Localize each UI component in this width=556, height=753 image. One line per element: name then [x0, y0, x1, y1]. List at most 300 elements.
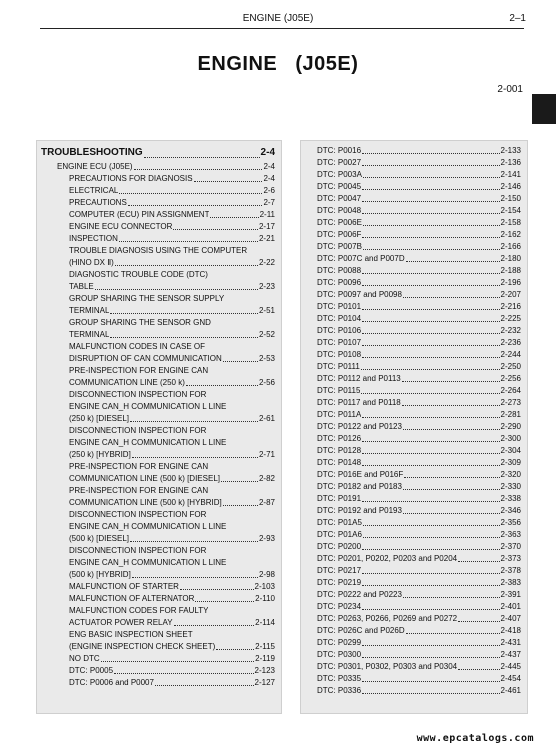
toc-entry-page: 2-264 — [500, 386, 521, 395]
toc-entry-label: DTC: P0005 — [69, 666, 114, 675]
leader-dots — [362, 645, 500, 646]
toc-entry-page: 2-338 — [500, 494, 521, 503]
toc-entry-page: 2-162 — [500, 230, 521, 239]
leader-dots — [362, 153, 500, 154]
leader-dots — [406, 261, 500, 262]
toc-entry-page: 2-87 — [258, 498, 275, 507]
page-header-number: 2–1 — [509, 13, 526, 24]
toc-entry[interactable] — [317, 649, 521, 661]
toc-entry[interactable] — [317, 469, 521, 481]
toc-entry-page: 2-431 — [500, 638, 521, 647]
toc-entry-page: 2-216 — [500, 302, 521, 311]
leader-dots — [362, 273, 500, 274]
toc-entry-page: 2-23 — [258, 282, 275, 291]
leader-dots — [402, 405, 500, 406]
toc-list-left — [41, 145, 275, 689]
toc-entry-page: 2-401 — [500, 602, 521, 611]
toc-entry-label: DTC: P0217 — [317, 566, 362, 575]
toc-entry-label: DTC: P003A — [317, 170, 362, 179]
leader-dots — [221, 481, 258, 482]
leader-dots — [173, 229, 258, 230]
toc-entry[interactable] — [317, 433, 521, 445]
toc-entry[interactable] — [317, 277, 521, 289]
toc-entry-page: 2-356 — [500, 518, 521, 527]
toc-entry-page: 2-146 — [500, 182, 521, 191]
watermark-url: www.epcatalogs.com — [416, 733, 534, 744]
toc-entry-page: 2-53 — [258, 354, 275, 363]
toc-entry[interactable] — [41, 257, 275, 269]
toc-entry-page: 2-207 — [500, 290, 521, 299]
toc-entry-label: DTC: P0117 and P0118 — [317, 398, 401, 407]
toc-entry-label: DTC: P0126 — [317, 434, 362, 443]
toc-entry-page: 2-309 — [500, 458, 521, 467]
toc-entry-label: DTC: P0106 — [317, 326, 362, 335]
toc-entry-page: 2-437 — [500, 650, 521, 659]
toc-entry-label: DTC: P0299 — [317, 638, 362, 647]
toc-entry-page: 2-244 — [500, 350, 521, 359]
toc-heading-page: 2-4 — [260, 147, 275, 158]
toc-entry-label: MALFUNCTION CODES FOR FAULTY — [69, 606, 209, 615]
toc-entry-label: DTC: P0104 — [317, 314, 362, 323]
leader-dots — [404, 477, 499, 478]
toc-entry-label: DISRUPTION OF CAN COMMUNICATION — [69, 354, 222, 363]
toc-entry-page: 2-51 — [258, 306, 275, 315]
toc-entry-label: DTC: P0111 — [317, 362, 360, 371]
toc-entry-label: DISCONNECTION INSPECTION FOR — [69, 390, 207, 399]
leader-dots — [180, 589, 254, 590]
toc-entry-page: 2-273 — [500, 398, 521, 407]
toc-entry-label: DTC: P026C and P026D — [317, 626, 405, 635]
leader-dots — [132, 577, 258, 578]
leader-dots — [130, 421, 258, 422]
toc-entry-page: 2-7 — [263, 198, 275, 207]
toc-entry-page: 2-225 — [500, 314, 521, 323]
toc-entry-label: COMPUTER (ECU) PIN ASSIGNMENT — [69, 210, 210, 219]
toc-entry[interactable] — [41, 305, 275, 317]
toc-entry[interactable] — [41, 185, 275, 197]
toc-entry[interactable] — [41, 341, 275, 353]
toc-entry[interactable] — [317, 673, 521, 685]
toc-entry[interactable] — [41, 245, 275, 257]
toc-entry-page: 2-370 — [500, 542, 521, 551]
toc-entry-page: 2-166 — [500, 242, 521, 251]
toc-entry-label: PRE-INSPECTION FOR ENGINE CAN — [69, 486, 209, 495]
leader-dots — [362, 345, 500, 346]
leader-dots — [363, 525, 500, 526]
toc-entry[interactable] — [41, 557, 275, 569]
toc-entry[interactable] — [317, 661, 521, 673]
toc-entry[interactable] — [41, 605, 275, 617]
toc-entry[interactable] — [41, 641, 275, 653]
toc-entry-page: 2-82 — [258, 474, 275, 483]
toc-entry-page: 2-150 — [500, 194, 521, 203]
toc-entry-page: 2-304 — [500, 446, 521, 455]
toc-entry-label: DTC: P007C and P007D — [317, 254, 405, 263]
leader-dots — [132, 457, 258, 458]
toc-entry-page: 2-250 — [500, 362, 521, 371]
leader-dots — [223, 361, 258, 362]
toc-entry[interactable] — [317, 601, 521, 613]
toc-entry[interactable] — [41, 269, 275, 281]
leader-dots — [362, 285, 500, 286]
toc-entry[interactable] — [317, 337, 521, 349]
toc-entry[interactable] — [41, 353, 275, 365]
toc-entry[interactable] — [41, 617, 275, 629]
toc-entry[interactable] — [41, 389, 275, 401]
toc-entry[interactable] — [41, 197, 275, 209]
toc-entry[interactable] — [41, 629, 275, 641]
leader-dots — [95, 289, 258, 290]
leader-dots — [362, 681, 500, 682]
leader-dots — [195, 601, 254, 602]
toc-entry-label: GROUP SHARING THE SENSOR SUPPLY — [69, 294, 225, 303]
toc-entry[interactable] — [317, 517, 521, 529]
toc-entry-page: 2-236 — [500, 338, 521, 347]
leader-dots — [362, 657, 500, 658]
toc-entry-page: 2-17 — [258, 222, 275, 231]
toc-entry[interactable] — [41, 473, 275, 485]
header-rule — [40, 28, 524, 29]
toc-entry-label: DTC: P0097 and P0098 — [317, 290, 402, 299]
leader-dots — [361, 369, 500, 370]
toc-entry-label: DTC: P0096 — [317, 278, 362, 287]
toc-entry[interactable] — [41, 521, 275, 533]
toc-entry[interactable] — [317, 589, 521, 601]
toc-entry[interactable] — [317, 493, 521, 505]
leader-dots — [110, 337, 258, 338]
toc-entry-page: 2-6 — [263, 186, 275, 195]
toc-entry[interactable] — [41, 461, 275, 473]
toc-entry[interactable] — [41, 317, 275, 329]
toc-entry-label: ENG BASIC INSPECTION SHEET — [69, 630, 193, 639]
section-code: 2-001 — [497, 84, 523, 95]
toc-entry-label: DTC: P01A6 — [317, 530, 362, 539]
toc-entry-page: 2-21 — [258, 234, 275, 243]
toc-entry-page: 2-61 — [258, 414, 275, 423]
toc-entry[interactable] — [41, 437, 275, 449]
toc-entry-page: 2-256 — [500, 374, 521, 383]
toc-entry[interactable] — [41, 509, 275, 521]
leader-dots — [210, 217, 258, 218]
toc-entry[interactable] — [317, 373, 521, 385]
leader-dots — [362, 309, 500, 310]
toc-entry[interactable] — [41, 233, 275, 245]
toc-entry-page: 2-383 — [500, 578, 521, 587]
toc-heading-label: TROUBLESHOOTING — [41, 147, 143, 158]
toc-entry-label: PRECAUTIONS FOR DIAGNOSIS — [69, 174, 193, 183]
leader-dots — [362, 549, 500, 550]
toc-entry[interactable] — [317, 217, 521, 229]
toc-entry-label: DTC: P0191 — [317, 494, 362, 503]
toc-entry-page: 2-133 — [500, 146, 521, 155]
toc-entry-label: DTC: P0219 — [317, 578, 362, 587]
toc-entry-page: 2-4 — [263, 174, 275, 183]
toc-entry-label: DTC: P0128 — [317, 446, 362, 455]
toc-entry[interactable] — [317, 553, 521, 565]
toc-heading-troubleshooting[interactable] — [41, 145, 275, 161]
leader-dots — [174, 625, 255, 626]
leader-dots — [363, 537, 500, 538]
leader-dots — [362, 465, 500, 466]
toc-entry-label: DISCONNECTION INSPECTION FOR — [69, 426, 207, 435]
toc-entry-label: NO DTC — [69, 654, 100, 663]
toc-entry-page: 2-71 — [258, 450, 275, 459]
toc-entry-page: 2-188 — [500, 266, 521, 275]
leader-dots — [110, 313, 258, 314]
toc-entry[interactable] — [317, 481, 521, 493]
leader-dots — [186, 385, 258, 386]
toc-entry[interactable] — [41, 401, 275, 413]
leader-dots — [362, 453, 500, 454]
toc-entry[interactable] — [317, 193, 521, 205]
toc-entry[interactable] — [41, 425, 275, 437]
toc-entry[interactable] — [317, 349, 521, 361]
toc-entry-label: ENGINE CAN_H COMMUNICATION L LINE — [69, 438, 227, 447]
toc-entry[interactable] — [317, 625, 521, 637]
leader-dots — [361, 393, 499, 394]
toc-entry-label: DTC: P007B — [317, 242, 362, 251]
toc-entry-page: 2-391 — [500, 590, 521, 599]
toc-entry-label: ELECTRICAL — [69, 186, 119, 195]
toc-entry-page: 2-363 — [500, 530, 521, 539]
toc-entry[interactable] — [317, 229, 521, 241]
toc-entry[interactable] — [41, 593, 275, 605]
toc-entry[interactable] — [317, 529, 521, 541]
toc-entry-label: DTC: P0107 — [317, 338, 362, 347]
toc-entry-label: DTC: P006F — [317, 230, 362, 239]
leader-dots — [128, 205, 263, 206]
toc-entry-label: DTC: P0200 — [317, 542, 362, 551]
toc-entry[interactable] — [317, 637, 521, 649]
toc-entry[interactable] — [317, 313, 521, 325]
toc-entry-label: DTC: P006E — [317, 218, 362, 227]
toc-entry-label: DTC: P0122 and P0123 — [317, 422, 402, 431]
chapter-tab-marker — [532, 94, 556, 124]
leader-dots — [362, 585, 500, 586]
toc-entry-label: DTC: P011A — [317, 410, 362, 419]
toc-entry-label: PRE-INSPECTION FOR ENGINE CAN — [69, 462, 209, 471]
toc-entry[interactable] — [41, 653, 275, 665]
toc-entry-label: DTC: P0263, P0266, P0269 and P0272 — [317, 614, 458, 623]
leader-dots — [363, 225, 500, 226]
toc-entry-page: 2-290 — [500, 422, 521, 431]
toc-entry[interactable] — [41, 413, 275, 425]
toc-entry-label: TERMINAL — [69, 330, 110, 339]
toc-entry[interactable] — [317, 577, 521, 589]
toc-entry-label: DTC: P0201, P0202, P0203 and P0204 — [317, 554, 458, 563]
toc-entry-label: DTC: P0027 — [317, 158, 362, 167]
toc-entry-label: DTC: P0048 — [317, 206, 362, 215]
toc-entry[interactable] — [317, 613, 521, 625]
toc-entry[interactable] — [41, 281, 275, 293]
toc-entry[interactable] — [317, 145, 521, 157]
leader-dots — [362, 573, 500, 574]
toc-entry-label: INSPECTION — [69, 234, 118, 243]
toc-entry[interactable] — [317, 385, 521, 397]
toc-entry[interactable] — [41, 221, 275, 233]
toc-entry-page: 2-300 — [500, 434, 521, 443]
toc-entry-page: 2-445 — [500, 662, 521, 671]
toc-entry-label: COMMUNICATION LINE (500 k) [HYBRID] — [69, 498, 222, 507]
toc-entry-label: DTC: P0182 and P0183 — [317, 482, 402, 491]
toc-entry-label: DISCONNECTION INSPECTION FOR — [69, 546, 207, 555]
toc-entry-label: ENGINE CAN_H COMMUNICATION L LINE — [69, 558, 227, 567]
toc-entry[interactable] — [41, 293, 275, 305]
toc-entry[interactable] — [41, 329, 275, 341]
leader-dots — [362, 321, 500, 322]
toc-entry-label: DTC: P0192 and P0193 — [317, 506, 402, 515]
toc-entry[interactable] — [317, 541, 521, 553]
toc-list-right — [317, 145, 521, 697]
toc-panel-right — [300, 140, 528, 714]
leader-dots — [362, 357, 500, 358]
leader-dots — [362, 237, 499, 238]
toc-entry[interactable] — [317, 445, 521, 457]
toc-entry-page: 2-454 — [500, 674, 521, 683]
toc-entry-label: MALFUNCTION OF ALTERNATOR — [69, 594, 195, 603]
toc-entry[interactable] — [41, 533, 275, 545]
toc-entry[interactable] — [317, 421, 521, 433]
leader-dots — [119, 241, 258, 242]
toc-entry-page: 2-407 — [500, 614, 521, 623]
toc-entry-page: 2-180 — [500, 254, 521, 263]
toc-entry-page: 2-11 — [259, 210, 275, 219]
toc-entry-label: ENGINE ECU (J05E) — [57, 162, 133, 171]
toc-entry-label: DTC: P0148 — [317, 458, 362, 467]
toc-entry-label: DTC: P0108 — [317, 350, 362, 359]
leader-dots — [403, 513, 500, 514]
leader-dots — [155, 685, 254, 686]
leader-dots — [458, 561, 499, 562]
toc-entry[interactable] — [41, 449, 275, 461]
toc-entry-label: DTC: P01A5 — [317, 518, 362, 527]
toc-entry-label: ENGINE ECU CONNECTOR — [69, 222, 173, 231]
toc-entry-page: 2-123 — [254, 666, 275, 675]
leader-dots — [101, 661, 254, 662]
toc-entry-page: 2-373 — [500, 554, 521, 563]
toc-entry-page: 2-418 — [500, 626, 521, 635]
leader-dots — [362, 333, 500, 334]
toc-entry-page: 2-22 — [258, 258, 275, 267]
toc-entry[interactable] — [317, 505, 521, 517]
toc-entry-label: DTC: P0045 — [317, 182, 362, 191]
toc-entry[interactable] — [41, 173, 275, 185]
toc-entry-label: PRE-INSPECTION FOR ENGINE CAN — [69, 366, 209, 375]
toc-entry[interactable] — [317, 169, 521, 181]
toc-entry[interactable] — [41, 377, 275, 389]
toc-entry[interactable] — [317, 457, 521, 469]
toc-entry-page: 2-115 — [255, 642, 275, 651]
toc-entry-label: DTC: P0301, P0302, P0303 and P0304 — [317, 662, 458, 671]
toc-entry[interactable] — [41, 365, 275, 377]
toc-entry-label: DIAGNOSTIC TROUBLE CODE (DTC) — [69, 270, 208, 279]
toc-entry[interactable] — [317, 265, 521, 277]
leader-dots — [402, 381, 500, 382]
toc-entry-page: 2-110 — [255, 594, 275, 603]
toc-panel-left — [36, 140, 282, 714]
leader-dots — [216, 649, 254, 650]
leader-dots — [362, 417, 499, 418]
leader-dots — [114, 673, 254, 674]
leader-dots — [403, 429, 500, 430]
leader-dots — [362, 201, 500, 202]
toc-entry-label: DTC: P0112 and P0113 — [317, 374, 401, 383]
toc-entry[interactable] — [41, 569, 275, 581]
toc-entry[interactable] — [41, 545, 275, 557]
toc-entry-page: 2-98 — [258, 570, 275, 579]
toc-entry[interactable] — [317, 205, 521, 217]
toc-entry-label: (ENGINE INSPECTION CHECK SHEET) — [69, 642, 216, 651]
toc-entry[interactable] — [317, 301, 521, 313]
toc-entry-label: TERMINAL — [69, 306, 110, 315]
toc-entry-label: DTC: P0088 — [317, 266, 362, 275]
toc-entry[interactable] — [41, 581, 275, 593]
toc-entry[interactable] — [41, 209, 275, 221]
toc-entry-label: DTC: P0335 — [317, 674, 362, 683]
leader-dots — [363, 249, 500, 250]
toc-entry[interactable] — [317, 397, 521, 409]
leader-dots — [403, 489, 500, 490]
leader-dots — [119, 193, 262, 194]
toc-entry-page: 2-103 — [254, 582, 275, 591]
toc-entry[interactable] — [317, 565, 521, 577]
leader-dots — [115, 265, 258, 266]
page-header-title: ENGINE (J05E) — [242, 13, 314, 24]
toc-entry-page: 2-4 — [263, 162, 275, 171]
toc-entry-page: 2-281 — [500, 410, 521, 419]
toc-entry-page: 2-136 — [500, 158, 521, 167]
leader-dots — [223, 505, 258, 506]
toc-entry[interactable] — [317, 409, 521, 421]
toc-entry-page: 2-330 — [500, 482, 521, 491]
leader-dots — [362, 213, 500, 214]
toc-entry[interactable] — [41, 161, 275, 173]
leader-dots — [406, 633, 500, 634]
toc-entry[interactable] — [41, 485, 275, 497]
toc-entry[interactable] — [317, 181, 521, 193]
leader-dots — [144, 157, 260, 158]
toc-entry[interactable] — [41, 677, 275, 689]
toc-entry[interactable] — [317, 361, 521, 373]
toc-entry-page: 2-127 — [254, 678, 275, 687]
toc-entry-label: (250 k) [HYBRID] — [69, 450, 131, 459]
leader-dots — [362, 441, 500, 442]
toc-entry[interactable] — [317, 157, 521, 169]
toc-entry-label: ENGINE CAN_H COMMUNICATION L LINE — [69, 402, 227, 411]
toc-entry[interactable] — [317, 325, 521, 337]
leader-dots — [362, 189, 500, 190]
toc-entry[interactable] — [41, 497, 275, 509]
toc-entry-label: DTC: P0006 and P0007 — [69, 678, 154, 687]
toc-entry-label: (250 k) [DIESEL] — [69, 414, 130, 423]
chapter-title: ENGINE (J05E) — [197, 53, 359, 75]
toc-entry-label: DTC: P0016 — [317, 146, 362, 155]
toc-entry-label: DTC: P0222 and P0223 — [317, 590, 402, 599]
leader-dots — [458, 669, 499, 670]
leader-dots — [363, 177, 500, 178]
toc-entry-page: 2-114 — [255, 618, 275, 627]
leader-dots — [362, 693, 500, 694]
toc-entry-label: MALFUNCTION OF STARTER — [69, 582, 179, 591]
leader-dots — [458, 621, 499, 622]
toc-entry[interactable] — [41, 665, 275, 677]
toc-entry[interactable] — [317, 253, 521, 265]
toc-entry[interactable] — [317, 685, 521, 697]
toc-entry[interactable] — [317, 289, 521, 301]
toc-entry[interactable] — [317, 241, 521, 253]
toc-entry-label: DTC: P0336 — [317, 686, 362, 695]
toc-entry-label: (500 k) [DIESEL] — [69, 534, 130, 543]
